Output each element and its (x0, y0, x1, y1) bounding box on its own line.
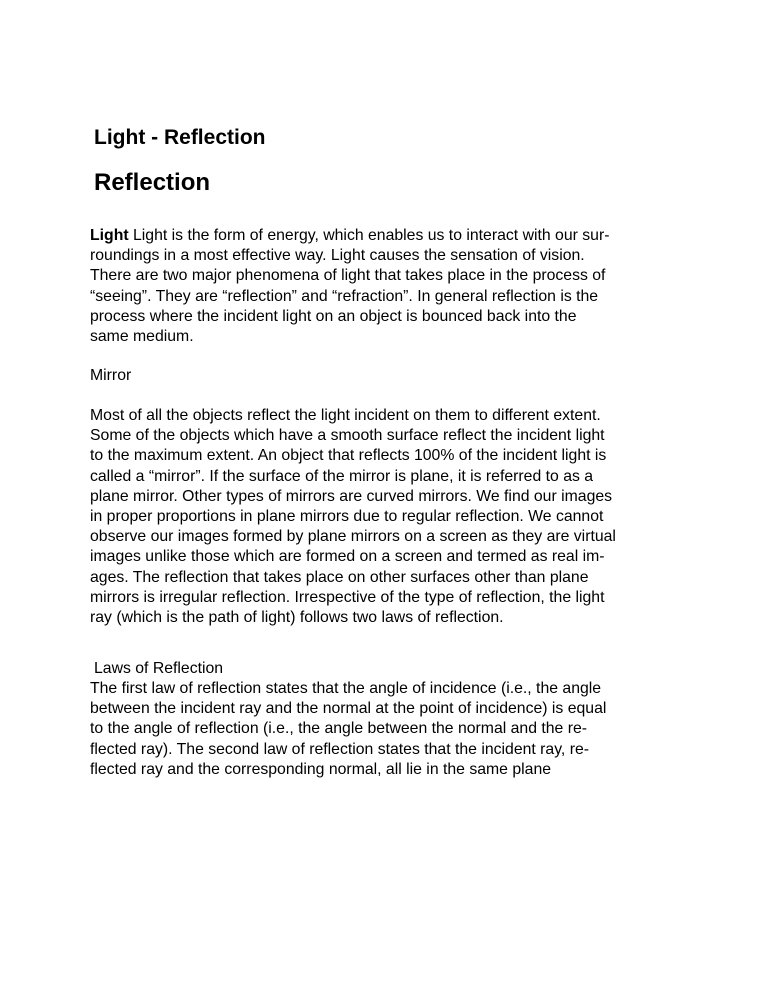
intro-line-0 (90, 226, 680, 246)
mirror-line-5: in proper proportions in plane mirrors due to regular reflection. We cannot (90, 508, 604, 526)
mirror-line-3: called a “mirror”. If the surface of the mirror is plane, it is referred to as a (90, 467, 594, 485)
intro-line-1: roundings in a most effective way. Light causes the sensation of vision. (90, 247, 585, 265)
mirror-line-6: observe our images formed by plane mirrors on a screen as they are virtual (90, 528, 616, 546)
mirror-line-0: Most of all the objects reflect the light incident on them to different extent. (90, 407, 601, 424)
laws-line-1: between the incident ray and the normal at the point of incidence) is equal (90, 700, 607, 718)
laws-paragraph (90, 679, 680, 780)
intro-line-5: same medium. (90, 328, 194, 346)
mirror-line-9: mirrors is irregular reflection. Irrespective of the type of reflection, the light (90, 588, 605, 606)
mirror-paragraph (90, 406, 680, 628)
laws-subheading: Laws of Reflection (94, 660, 224, 677)
intro-line-2: There are two major phenomena of light that takes place in the process of (90, 267, 606, 285)
intro-lead-bold: Light (90, 227, 129, 244)
intro-line-4: process where the incident light on an object is bounced back into the (90, 307, 577, 325)
mirror-line-2: to the maximum extent. An object that reflects 100% of the incident light is (90, 447, 607, 465)
intro-line-3: “seeing”. They are “reflection” and “refraction”. In general reflection is the (90, 287, 599, 305)
mirror-line-1: Some of the objects which have a smooth surface reflect the incident light (90, 427, 605, 445)
laws-line-4: flected ray and the corresponding normal, all lie in the same plane (90, 760, 552, 778)
mirror-subheading: Mirror (90, 367, 132, 384)
intro-line-0-text: Light is the form of energy, which enables us to interact with our sur- (128, 227, 610, 244)
laws-line-0: The first law of reflection states that the angle of incidence (i.e., the angle (90, 680, 602, 697)
mirror-line-7: images unlike those which are formed on a screen and termed as real im- (90, 548, 605, 566)
mirror-line-8: ages. The reflection that takes place on other surfaces other than plane (90, 568, 589, 586)
document-title: Light - Reflection (94, 126, 266, 149)
laws-line-3: flected ray). The second law of reflection states that the incident ray, re- (90, 740, 590, 758)
laws-line-2: to the angle of reflection (i.e., the angle between the normal and the re- (90, 720, 588, 738)
mirror-line-4: plane mirror. Other types of mirrors are curved mirrors. We find our images (90, 487, 613, 505)
intro-paragraph (90, 226, 680, 347)
section-heading: Reflection (94, 169, 211, 196)
mirror-line-10: ray (which is the path of light) follows two laws of reflection. (90, 609, 504, 627)
